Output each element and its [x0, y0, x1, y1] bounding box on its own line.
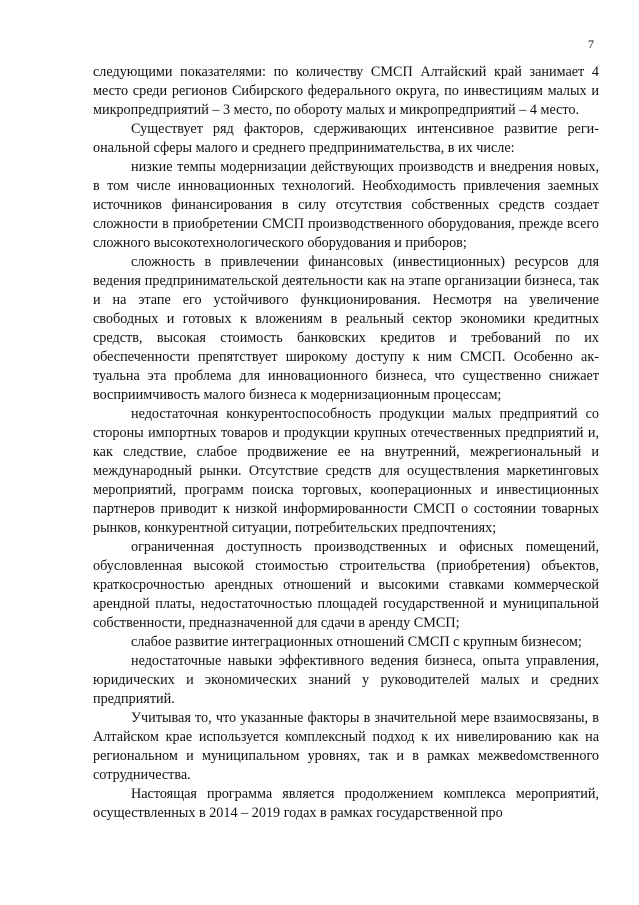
paragraph-factors-intro: Существует ряд факторов, сдерживающих интенсивное развитие региональной сферы малого и среднего предпринимательства, в их числе: — [93, 121, 599, 156]
paragraph-skills: недостаточные навыки эффективного ведения бизнеса, опыта управления, юридических и экономических знаний у руководителей малых и средних предприятий. — [93, 653, 599, 707]
paragraph-approach: Учитывая то, что указанные факторы в значительной мере взаимосвязаны, в Алтайском крае используется комплексный подход к их нивелированию как на региональном и муниципальном уровнях, так и в рамках межвеdомственного сотрудничества. — [93, 710, 599, 783]
paragraph-program: Настоящая программа является продолжением комплекса мероприятий, осуществленных в 2014 – 2019 годах в рамках государственной про — [93, 786, 599, 821]
paragraph-continuation: следующими показателями: по количеству СМСП Алтайский край занимает 4 место среди регионов Сибирского федерального округа, по инвестициям малых и микропредприятий – 3 место, по обороту малых и микропредприятий – 4 место. — [93, 64, 599, 118]
paragraph-modernization: низкие темпы модернизации действующих производств и внедрения новых, в том числе инновационных технологий. Необходимость привлечения заемных источников финансирования в силу отсутствия собственных средств создает сложности в приобретении СМСП производственного оборудования, прежде всего сложного высокотехнологического оборудования и приборов; — [93, 159, 599, 251]
paragraph-premises: ограниченная доступность производственных и офисных помещений, обусловленная высокой стоимостью строительства (приобретения) объектов, краткосрочностью арендных отношений и высокими ставками коммерческой арендной платы, недостаточностью площадей государственной и муниципальной собственности, предназначенной для сдачи в аренду СМСП; — [93, 539, 599, 631]
paragraph-competitiveness: недостаточная конкурентоспособность продукции малых предприятий со стороны импортных товаров и продукции крупных отечественных предприятий и, как следствие, слабое продвижение ее на внутренний, межрегиональный и международный рынки. Отсутствие средств для осуществления маркетинговых мероприятий, программ поиска торговых, кооперационных и инвестиционных партнеров приводит к низкой информированности СМСП о состоянии товарных рынков, конкурентной ситуации, потребительских предпочтениях; — [93, 406, 599, 536]
paragraph-financing: сложность в привлечении финансовых (инвестиционных) ресурсов для ведения предпринимательской деятельности как на этапе организации бизнеса, так и на этапе его устойчивого функционирования. Несмотря на увеличение свободных и готовых к вложениям в реальный сектор экономики кредитных средств, высокая стоимость банковских кредитов и требований по их обеспеченности препятствует широкому доступу к ним СМСП. Особенно актуальна эта проблема для инновационного бизнеса, что существенно снижает восприимчивость малого бизнеса к модернизационным процессам; — [93, 254, 599, 403]
body-text — [93, 63, 599, 823]
page-number: 7 — [588, 37, 594, 51]
paragraph-integration: слабое развитие интеграционных отношений СМСП с крупным бизнесом; — [131, 634, 582, 650]
